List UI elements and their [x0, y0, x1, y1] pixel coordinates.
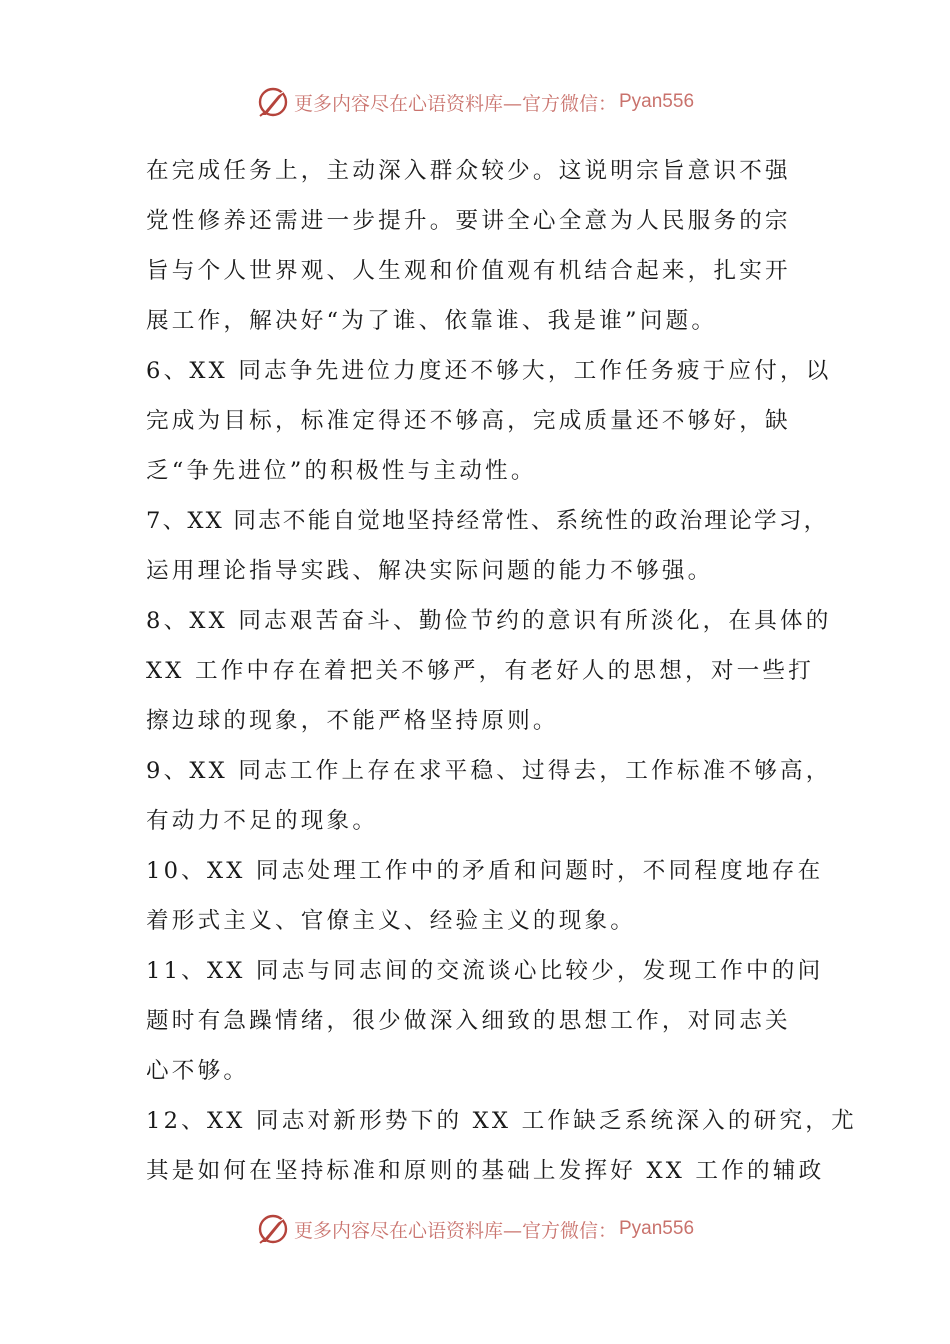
- body-line: 8、XX 同志艰苦奋斗、勤俭节约的意识有所淡化，在具体的: [146, 608, 832, 634]
- body-line: 12、XX 同志对新形势下的 XX 工作缺乏系统深入的研究，尤: [146, 1108, 857, 1134]
- body-line: 展工作，解决好“为了谁、依靠谁、我是谁”问题。: [146, 308, 718, 334]
- body-line: 9、XX 同志工作上存在求平稳、过得去，工作标准不够高，: [146, 758, 832, 784]
- body-line: 心不够。: [146, 1058, 250, 1084]
- body-line: XX 工作中存在着把关不够严，有老好人的思想，对一些打: [146, 658, 815, 684]
- footer-banner-id: Pyan556: [619, 1218, 695, 1239]
- body-line: 旨与个人世界观、人生观和价值观有机结合起来，扎实开: [146, 258, 791, 284]
- footer-banner: [0, 1209, 950, 1249]
- header-banner-text: 更多内容尽在心语资料库—官方微信：: [293, 92, 617, 115]
- body-line: 完成为目标，标准定得还不够高，完成质量还不够好，缺: [146, 408, 791, 434]
- body-line: 运用理论指导实践、解决实际问题的能力不够强。: [146, 558, 714, 584]
- body-line: 在完成任务上，主动深入群众较少。这说明宗旨意识不强: [146, 158, 791, 184]
- quill-logo-icon: [256, 1212, 290, 1246]
- body-text: [146, 146, 857, 1196]
- body-line: 7、XX 同志不能自觉地坚持经常性、系统性的政治理论学习，: [146, 508, 829, 534]
- body-line: 题时有急躁情绪，很少做深入细致的思想工作，对同志关: [146, 1008, 791, 1034]
- body-line: 党性修养还需进一步提升。要讲全心全意为人民服务的宗: [146, 208, 791, 234]
- body-line: 其是如何在坚持标准和原则的基础上发挥好 XX 工作的辅政: [146, 1158, 825, 1184]
- body-line: 10、XX 同志处理工作中的矛盾和问题时，不同程度地存在: [146, 858, 824, 884]
- header-banner-id: Pyan556: [619, 91, 695, 112]
- body-line: 乏“争先进位”的积极性与主动性。: [146, 458, 537, 484]
- body-line: 有动力不足的现象。: [146, 808, 379, 834]
- body-line: 擦边球的现象，不能严格坚持原则。: [146, 708, 559, 734]
- footer-banner-text: 更多内容尽在心语资料库—官方微信：: [293, 1219, 617, 1242]
- body-line: 着形式主义、官僚主义、经验主义的现象。: [146, 908, 637, 934]
- body-line: 11、XX 同志与同志间的交流谈心比较少，发现工作中的问: [146, 958, 824, 984]
- header-banner: [0, 82, 950, 122]
- quill-logo-icon: [256, 85, 290, 119]
- body-line: 6、XX 同志争先进位力度还不够大，工作任务疲于应付，以: [146, 358, 832, 384]
